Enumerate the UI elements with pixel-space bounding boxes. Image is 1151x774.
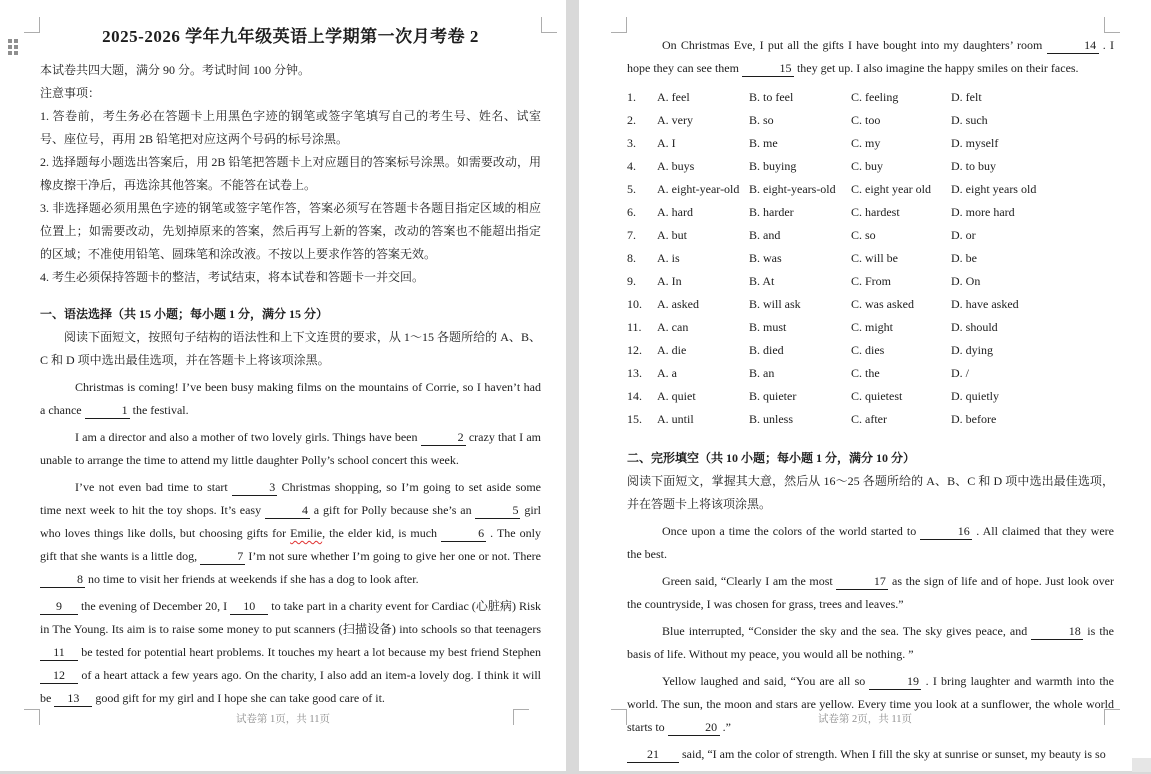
option-choice: C. might	[851, 320, 894, 334]
answer-blank-13: 13	[54, 691, 92, 707]
passage-paragraph: Yellow laughed and said, “You are all so 19 . I bring laughter and warmth into the world. The sun, the moon and stars are yellow. Every time you look at a sunflower, the whole world starts to 20 .”	[627, 674, 1115, 734]
section1-heading: 一、语法选择（共 15 小题；每小题 1 分，满分 15 分）	[40, 307, 329, 321]
page-1	[0, 0, 566, 771]
option-choice: C. From	[851, 274, 892, 288]
option-choice: A. but	[657, 228, 687, 242]
section2-instructions: 阅读下面短文，掌握其大意，然后从 16～25 各题所给的 A、B、C 和 D 项中选出最佳选项，并在答题卡上将该项涂黑。	[627, 474, 1114, 511]
option-choice: B. to feel	[749, 90, 794, 104]
option-choice: C. will be	[851, 251, 898, 265]
option-choice: A. die	[657, 343, 687, 357]
option-number: 15.	[627, 412, 642, 426]
option-row	[627, 408, 1114, 431]
options-table	[627, 86, 1114, 431]
option-choice: B. At	[749, 274, 775, 288]
option-row	[627, 339, 1114, 362]
misspelled-word: Emilie	[290, 526, 323, 540]
option-choice: A. buys	[657, 159, 695, 173]
option-choice: C. so	[851, 228, 876, 242]
answer-blank-8: 8	[40, 572, 85, 588]
option-row	[627, 178, 1114, 201]
scrollbar-corner	[1132, 758, 1151, 772]
option-row	[627, 109, 1114, 132]
answer-blank-2: 2	[421, 430, 466, 446]
section1-instructions: 阅读下面短文，按照句子结构的语法性和上下文连贯的要求，从 1～15 各题所给的 A、B、C 和 D 项中选出最佳选项，并在答题卡上将该项涂黑。	[40, 330, 541, 367]
option-row	[627, 132, 1114, 155]
answer-blank-20: 20	[668, 720, 720, 736]
option-choice: B. an	[749, 366, 775, 380]
option-choice: C. quietest	[851, 389, 903, 403]
notice-heading: 注意事项：	[40, 86, 101, 100]
option-row	[627, 86, 1114, 109]
option-choice: A. is	[657, 251, 680, 265]
option-choice: B. so	[749, 113, 774, 127]
option-choice: C. after	[851, 412, 887, 426]
option-number: 1.	[627, 90, 636, 104]
option-row	[627, 201, 1114, 224]
option-choice: B. died	[749, 343, 784, 357]
option-choice: D. more hard	[951, 205, 1015, 219]
answer-blank-1: 1	[85, 403, 130, 419]
answer-blank-9: 9	[40, 599, 78, 615]
section2-heading: 二、完形填空（共 10 小题；每小题 1 分，满分 10 分）	[627, 451, 916, 465]
option-number: 12.	[627, 343, 642, 357]
option-choice: C. the	[851, 366, 880, 380]
option-choice: C. buy	[851, 159, 884, 173]
option-row	[627, 362, 1114, 385]
page-footer: 试卷第 1页，共 11页	[235, 714, 331, 725]
answer-blank-15: 15	[742, 61, 794, 77]
option-choice: C. hardest	[851, 205, 900, 219]
option-choice: A. until	[657, 412, 694, 426]
option-row	[627, 316, 1114, 339]
answer-blank-11: 11	[40, 645, 78, 661]
option-choice: B. will ask	[749, 297, 801, 311]
drag-handle-icon[interactable]	[8, 39, 18, 55]
answer-blank-21: 21	[627, 747, 679, 763]
passage-paragraph: 21 said, “I am the color of strength. When I fill the sky at sunrise or sunset, my beauty is so	[627, 743, 1114, 766]
option-choice: D. such	[951, 113, 988, 127]
answer-blank-5: 5	[475, 503, 520, 519]
answer-blank-6: 6	[441, 526, 486, 542]
option-choice: A. In	[657, 274, 682, 288]
option-row	[627, 247, 1114, 270]
option-row	[627, 155, 1114, 178]
option-number: 9.	[627, 274, 636, 288]
option-choice: D. should	[951, 320, 998, 334]
option-choice: B. me	[749, 136, 778, 150]
option-choice: B. must	[749, 320, 787, 334]
passage-paragraph: 9 the evening of December 20, I 10 to take part in a charity event for Cardiac (心脏病) Risk in The Young. Its aim is to raise some money to put scanners (扫描设备) into schools so that teenagers 11 be tested for potential heart problems. It touches my heart a lot because my best friend Stephen 12 of a heart attack a few years ago. On the charity, I also add an item-a lovely dog. I think it will be 13 good gift for my girl and I hope she can take good care of it.	[40, 599, 541, 705]
option-choice: A. asked	[657, 297, 699, 311]
option-choice: D. to buy	[951, 159, 996, 173]
notice-item-4: 4. 考生必须保持答题卡的整洁，考试结束，将本试卷和答题卡一并交回。	[40, 270, 425, 284]
option-choice: D. eight years old	[951, 182, 1037, 196]
answer-blank-14: 14	[1047, 38, 1099, 54]
option-choice: A. very	[657, 113, 693, 127]
option-number: 10.	[627, 297, 642, 311]
option-choice: D. before	[951, 412, 997, 426]
option-choice: D. have asked	[951, 297, 1019, 311]
option-choice: B. and	[749, 228, 781, 242]
option-choice: C. was asked	[851, 297, 914, 311]
option-number: 14.	[627, 389, 642, 403]
option-number: 5.	[627, 182, 636, 196]
option-choice: C. dies	[851, 343, 885, 357]
option-choice: B. unless	[749, 412, 794, 426]
option-choice: D. myself	[951, 136, 999, 150]
passage-paragraph: Christmas is coming! I’ve been busy making films on the mountains of Corrie, so I haven’t had a chance 1 the festival.	[40, 380, 541, 417]
option-choice: C. feeling	[851, 90, 899, 104]
passage-paragraph: I am a director and also a mother of two lovely girls. Things have been 2 crazy that I am unable to arrange the time to attend my little daughter Polly’s school concert this week.	[40, 430, 542, 467]
option-choice: B. quieter	[749, 389, 797, 403]
option-choice: A. hard	[657, 205, 693, 219]
option-choice: D. be	[951, 251, 977, 265]
option-choice: B. buying	[749, 159, 797, 173]
answer-blank-4: 4	[265, 503, 310, 519]
exam-intro: 本试卷共四大题，满分 90 分。考试时间 100 分钟。	[40, 63, 311, 77]
passage-paragraph: I’ve not even bad time to start 3 Christmas shopping, so I’m going to set aside some time next week to hit the toy shops. It’s easy 4 a gift for Polly because she’s an 5 girl who loves things like dolls, but choosing gifts for Emilie, the elder kid, is much 6 . The only gift that she wants is a little dog, 7 I’m not sure whether I’m going to give her one or not. There 8 no time to visit her friends at weekends if she has a dog to look after.	[40, 480, 542, 586]
answer-blank-10: 10	[230, 599, 268, 615]
passage-paragraph: Green said, “Clearly I am the most 17 as the sign of life and of hope. Just look over the countryside, I was chosen for grass, trees and leaves.”	[627, 574, 1114, 611]
option-row	[627, 224, 1114, 247]
passage-paragraph: Once upon a time the colors of the world started to 16 . All claimed that they were the best.	[627, 524, 1114, 561]
option-number: 3.	[627, 136, 636, 150]
answer-blank-7: 7	[200, 549, 245, 565]
option-choice: A. can	[657, 320, 689, 334]
option-choice: D. or	[951, 228, 976, 242]
option-choice: D. quietly	[951, 389, 999, 403]
option-number: 2.	[627, 113, 636, 127]
notice-item-3: 3. 非选择题必须用黑色字迹的钢笔或签字笔作答，答案必须写在答题卡各题目指定区域的相应位置上；如需要改动，先划掉原来的答案，然后再写上新的答案，改动的答案也不能超出指定的区域；不准使用铅笔、圆珠笔和涂改液。不按以上要求作答的答案无效。	[40, 201, 541, 261]
page-footer: 试卷第 2页，共 11页	[817, 714, 913, 725]
option-choice: B. was	[749, 251, 782, 265]
answer-blank-16: 16	[920, 524, 972, 540]
option-choice: B. harder	[749, 205, 794, 219]
option-choice: A. eight-year-old	[657, 182, 740, 196]
option-choice: C. too	[851, 113, 881, 127]
option-row	[627, 385, 1114, 408]
option-number: 6.	[627, 205, 636, 219]
option-choice: C. eight year old	[851, 182, 931, 196]
passage-paragraph: Blue interrupted, “Consider the sky and the sea. The sky gives peace, and 18 is the basis of life. Without my peace, you would all be nothing. ”	[627, 624, 1114, 661]
option-choice: D. On	[951, 274, 981, 288]
option-number: 4.	[627, 159, 636, 173]
answer-blank-12: 12	[40, 668, 78, 684]
option-choice: D. /	[951, 366, 969, 380]
option-choice: D. dying	[951, 343, 993, 357]
option-number: 7.	[627, 228, 636, 242]
option-choice: C. my	[851, 136, 881, 150]
answer-blank-19: 19	[869, 674, 921, 690]
page-2	[579, 0, 1151, 771]
page-gap	[566, 0, 579, 771]
option-choice: D. felt	[951, 90, 982, 104]
option-choice: B. eight-years-old	[749, 182, 836, 196]
answer-blank-3: 3	[232, 480, 277, 496]
notice-item-2: 2. 选择题每小题选出答案后，用 2B 铅笔把答题卡上对应题目的答案标号涂黑。如需要改动，用橡皮擦干净后，再选涂其他答案。不能答在试卷上。	[40, 155, 541, 192]
option-choice: A. I	[657, 136, 676, 150]
option-number: 13.	[627, 366, 642, 380]
option-number: 8.	[627, 251, 636, 265]
option-row	[627, 293, 1114, 316]
option-choice: A. feel	[657, 90, 690, 104]
option-choice: A. a	[657, 366, 677, 380]
page-title: 2025-2026 学年九年级英语上学期第一次月考卷 2	[102, 27, 479, 46]
option-row	[627, 270, 1114, 293]
option-choice: A. quiet	[657, 389, 696, 403]
passage-paragraph: On Christmas Eve, I put all the gifts I have bought into my daughters’ room 14 . I hope they can see them 15 they get up. I also imagine the happy smiles on their faces.	[627, 38, 1114, 75]
answer-blank-18: 18	[1031, 624, 1083, 640]
notice-item-1: 1. 答卷前，考生务必在答题卡上用黑色字迹的钢笔或签字笔填写自己的考生号、姓名、试室号、座位号，再用 2B 铅笔把对应这两个号码的标号涂黑。	[40, 109, 541, 146]
option-number: 11.	[627, 320, 642, 334]
answer-blank-17: 17	[836, 574, 888, 590]
